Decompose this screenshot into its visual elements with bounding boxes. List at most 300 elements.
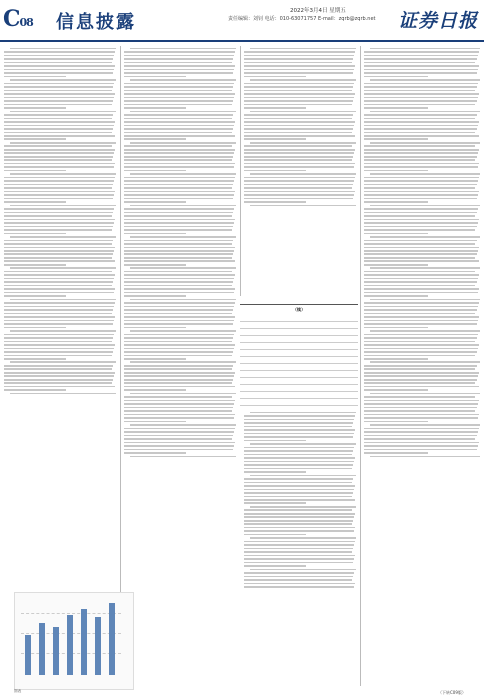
text-line: [4, 386, 115, 388]
text-line: [124, 344, 235, 346]
text-line: [244, 194, 354, 196]
text-line: [244, 565, 306, 567]
text-line: [370, 173, 480, 175]
text-line: [244, 548, 353, 550]
text-line: [124, 435, 233, 437]
text-line: [244, 520, 353, 522]
text-line: [244, 461, 354, 463]
text-line: [4, 313, 112, 315]
text-line: [10, 79, 116, 81]
text-line: [4, 348, 114, 350]
text-line: [4, 355, 112, 357]
text-line: [124, 442, 235, 444]
text-line: [244, 128, 353, 130]
text-line: [4, 191, 115, 193]
text-line: [370, 424, 480, 426]
chart-bar: [39, 623, 45, 675]
text-line: [244, 433, 354, 435]
text-line: [124, 233, 186, 235]
text-line: [4, 288, 115, 290]
text-line: [244, 576, 353, 578]
text-line: [4, 201, 66, 203]
text-line: [364, 341, 475, 343]
text-line: [364, 156, 477, 158]
table-row: [240, 364, 358, 371]
table-row: [240, 322, 358, 329]
text-line: [364, 128, 477, 130]
text-line: [244, 62, 352, 64]
text-line: [4, 250, 114, 252]
text-line: [364, 65, 479, 67]
text-line: [10, 330, 116, 332]
text-line: [4, 100, 113, 102]
text-line: [124, 414, 235, 416]
text-line: [124, 250, 234, 252]
text-line: [4, 86, 113, 88]
text-line: [124, 128, 233, 130]
text-line: [4, 55, 114, 57]
text-line: [130, 456, 236, 458]
text-line: [124, 226, 233, 228]
text-line: [4, 229, 112, 231]
text-line: [124, 170, 186, 172]
text-line: [244, 125, 354, 127]
text-line: [364, 372, 479, 374]
chart-caption: 图表: [14, 689, 22, 693]
text-line: [4, 58, 113, 60]
text-line: [244, 104, 352, 106]
table-row: [240, 329, 358, 336]
gridline: [21, 613, 121, 614]
text-line: [364, 271, 475, 273]
text-line: [124, 163, 235, 165]
text-line: [124, 219, 235, 221]
text-line: [4, 114, 113, 116]
text-line: [244, 86, 353, 88]
text-line: [4, 243, 112, 245]
text-line: [124, 97, 234, 99]
text-line: [4, 253, 113, 255]
text-line: [364, 132, 475, 134]
text-line: [364, 51, 479, 53]
text-line: [124, 62, 232, 64]
text-line: [124, 156, 233, 158]
table-row: [240, 385, 358, 392]
text-line: [250, 569, 356, 571]
text-line: [124, 243, 232, 245]
text-line: [364, 215, 475, 217]
text-line: [124, 72, 233, 74]
text-line: [244, 562, 353, 564]
text-line: [250, 205, 356, 207]
text-line: [130, 142, 236, 144]
table-row: [240, 357, 358, 364]
text-line: [250, 79, 356, 81]
text-line: [4, 135, 115, 137]
text-line: [124, 274, 235, 276]
text-line: [364, 86, 477, 88]
text-line: [364, 323, 477, 325]
text-line: [364, 292, 478, 294]
text-line: [4, 198, 113, 200]
text-line: [4, 285, 112, 287]
text-line: [124, 445, 234, 447]
text-line: [364, 55, 478, 57]
text-line: [244, 187, 352, 189]
text-line: [244, 496, 352, 498]
text-line: [244, 502, 306, 504]
text-line: [124, 107, 186, 109]
text-line: [364, 313, 475, 315]
text-line: [124, 90, 232, 92]
text-line: [244, 76, 306, 78]
text-line: [10, 267, 116, 269]
text-line: [364, 327, 428, 329]
text-line: [364, 212, 477, 214]
text-line: [364, 389, 428, 391]
text-line: [364, 159, 475, 161]
text-line: [364, 198, 477, 200]
text-line: [364, 135, 479, 137]
text-line: [4, 128, 113, 130]
text-line: [364, 180, 478, 182]
text-line: [364, 386, 479, 388]
text-line: [4, 365, 113, 367]
text-line: [370, 456, 480, 458]
text-line: [364, 421, 428, 423]
text-line: [364, 285, 475, 287]
text-line: [124, 379, 233, 381]
text-line: [370, 267, 480, 269]
text-line: [4, 215, 112, 217]
text-line: [124, 180, 234, 182]
text-line: [4, 212, 113, 214]
text-line: [130, 48, 236, 50]
text-line: [244, 152, 354, 154]
text-line: [364, 344, 479, 346]
text-line: [124, 400, 235, 402]
text-line: [244, 555, 355, 557]
text-line: [364, 170, 428, 172]
text-line: [244, 454, 352, 456]
text-line: [124, 201, 186, 203]
text-line: [244, 72, 353, 74]
section-title: 信息披露: [56, 12, 136, 33]
text-line: [364, 163, 479, 165]
text-line: [244, 198, 353, 200]
text-line: [244, 201, 306, 203]
text-line: [244, 426, 352, 428]
text-line: [244, 180, 354, 182]
text-line: [250, 475, 356, 477]
text-line: [4, 138, 66, 140]
text-line: [130, 361, 236, 363]
text-line: [250, 111, 356, 113]
text-line: [364, 449, 477, 451]
text-line: [124, 313, 232, 315]
text-line: [364, 407, 477, 409]
text-line: [364, 288, 479, 290]
chart-bar: [81, 609, 87, 675]
text-line: [124, 407, 233, 409]
text-line: [4, 156, 113, 158]
text-line: [370, 142, 480, 144]
text-line: [124, 327, 186, 329]
text-line: [364, 247, 479, 249]
text-line: [364, 442, 479, 444]
text-line: [4, 132, 112, 134]
text-line: [364, 240, 477, 242]
table-row: [240, 392, 358, 399]
text-line: [124, 351, 233, 353]
text-line: [364, 222, 478, 224]
text-line: [244, 482, 352, 484]
editor-info: 责任编辑：刘钊 电话：010-63071757 E-mail：zqrb@zqrb.net: [228, 16, 376, 22]
text-line: [124, 152, 234, 154]
text-line: [124, 145, 232, 147]
text-line: [4, 320, 114, 322]
text-line: [244, 422, 353, 424]
text-line: [124, 417, 234, 419]
text-line: [124, 58, 233, 60]
text-line: [124, 452, 186, 454]
text-line: [124, 278, 234, 280]
text-line: [4, 159, 112, 161]
text-line: [124, 396, 232, 398]
text-line: [124, 135, 235, 137]
text-line: [244, 51, 355, 53]
text-line: [4, 351, 113, 353]
text-line: [244, 114, 353, 116]
text-line: [4, 271, 112, 273]
text-line: [4, 51, 115, 53]
text-line: [124, 208, 234, 210]
table-row: [240, 315, 358, 322]
text-line: [370, 236, 480, 238]
text-line: [244, 90, 352, 92]
text-line: [124, 271, 232, 273]
text-line: [4, 97, 114, 99]
text-line: [124, 177, 235, 179]
text-line: [4, 257, 112, 259]
text-line: [10, 205, 116, 207]
text-line: [364, 431, 478, 433]
text-line: [124, 389, 186, 391]
text-line: [124, 285, 232, 287]
text-line: [364, 379, 477, 381]
text-line: [124, 86, 233, 88]
text-line: [364, 337, 477, 339]
text-line: [244, 489, 354, 491]
text-line: [124, 372, 235, 374]
text-line: [364, 187, 475, 189]
text-line: [124, 375, 234, 377]
text-line: [124, 292, 234, 294]
text-line: [124, 295, 186, 297]
text-line: [4, 180, 114, 182]
text-line: [244, 447, 354, 449]
text-line: [10, 111, 116, 113]
text-line: [364, 375, 478, 377]
text-line: [364, 382, 475, 384]
text-line: [364, 138, 428, 140]
text-line: [364, 177, 479, 179]
text-line: [244, 121, 355, 123]
text-line: [364, 72, 477, 74]
text-line: [364, 83, 478, 85]
text-line: [124, 184, 233, 186]
text-line: [244, 65, 355, 67]
text-line: [364, 306, 478, 308]
text-line: [4, 90, 112, 92]
text-line: [244, 100, 353, 102]
text-line: [124, 166, 234, 168]
text-line: [364, 260, 479, 262]
text-line: [124, 215, 232, 217]
text-line: [364, 93, 479, 95]
text-line: [124, 253, 233, 255]
text-line: [364, 208, 478, 210]
text-line: [4, 274, 115, 276]
text-line: [10, 361, 116, 363]
text-line: [124, 323, 233, 325]
text-line: [124, 125, 234, 127]
text-line: [124, 159, 232, 161]
text-line: [4, 375, 114, 377]
column-divider: [360, 46, 361, 686]
text-line: [250, 142, 356, 144]
table-row: [240, 371, 358, 378]
table-row: [240, 343, 358, 350]
text-line: [124, 428, 235, 430]
text-line: [244, 478, 353, 480]
text-line: [364, 400, 479, 402]
text-line: [244, 436, 353, 438]
text-line: [124, 368, 232, 370]
text-line: [370, 393, 480, 395]
text-line: [124, 403, 234, 405]
text-line: [244, 583, 355, 585]
text-line: [364, 445, 478, 447]
table-row: [240, 378, 358, 385]
text-line: [124, 288, 235, 290]
text-line: [124, 65, 235, 67]
text-line: [124, 355, 232, 357]
text-line: [124, 341, 232, 343]
text-line: [4, 177, 115, 179]
text-line: [124, 222, 234, 224]
text-line: [4, 219, 115, 221]
text-line: [244, 419, 354, 421]
chart-bar: [25, 635, 31, 675]
text-line: [244, 55, 354, 57]
text-line: [4, 222, 114, 224]
text-line: [244, 471, 306, 473]
text-line: [4, 260, 115, 262]
newspaper-logo: 证券日报: [398, 10, 479, 32]
text-line: [364, 194, 478, 196]
text-line: [370, 79, 480, 81]
text-line: [244, 541, 355, 543]
text-line: [130, 424, 236, 426]
text-line: [4, 93, 115, 95]
text-line: [124, 382, 232, 384]
text-line: [244, 586, 354, 588]
text-line: [244, 145, 352, 147]
text-line: [4, 247, 115, 249]
text-line: [244, 429, 355, 431]
text-line: [4, 76, 66, 78]
article-column-2: [124, 46, 236, 686]
text-line: [124, 191, 235, 193]
text-line: [250, 537, 356, 539]
text-line: [244, 58, 353, 60]
text-line: [364, 121, 479, 123]
text-line: [124, 55, 234, 57]
text-line: [364, 334, 478, 336]
text-line: [244, 457, 355, 459]
text-line: [124, 334, 234, 336]
page-number: C08: [3, 6, 33, 32]
text-line: [124, 410, 232, 412]
text-line: [124, 76, 186, 78]
text-line: [4, 233, 66, 235]
text-line: [364, 107, 428, 109]
table-row: [240, 399, 358, 406]
text-line: [4, 358, 66, 360]
text-line: [4, 379, 113, 381]
text-line: [124, 83, 234, 85]
text-line: [244, 485, 355, 487]
text-line: [4, 187, 112, 189]
text-line: [124, 281, 233, 283]
text-line: [4, 382, 112, 384]
text-line: [244, 527, 355, 529]
text-line: [364, 114, 477, 116]
text-line: [370, 48, 480, 50]
text-line: [4, 149, 115, 151]
text-line: [364, 69, 478, 71]
text-line: [244, 163, 355, 165]
text-line: [244, 558, 354, 560]
text-line: [124, 320, 234, 322]
text-line: [124, 118, 232, 120]
text-line: [4, 341, 112, 343]
text-line: [4, 327, 66, 329]
text-line: [4, 334, 114, 336]
text-line: [244, 523, 352, 525]
text-line: [4, 240, 113, 242]
text-line: [4, 372, 115, 374]
text-line: [4, 278, 114, 280]
text-line: [364, 184, 477, 186]
text-line: [244, 177, 355, 179]
text-line: [130, 111, 236, 113]
text-line: [4, 281, 113, 283]
text-line: [244, 440, 306, 442]
text-line: [364, 152, 478, 154]
text-line: [364, 278, 478, 280]
masthead: [0, 0, 484, 42]
text-line: [124, 421, 186, 423]
text-line: [10, 142, 116, 144]
text-line: [124, 51, 235, 53]
text-line: [244, 156, 353, 158]
text-line: [124, 316, 235, 318]
text-line: [364, 90, 475, 92]
text-line: [4, 344, 115, 346]
text-line: [4, 292, 114, 294]
